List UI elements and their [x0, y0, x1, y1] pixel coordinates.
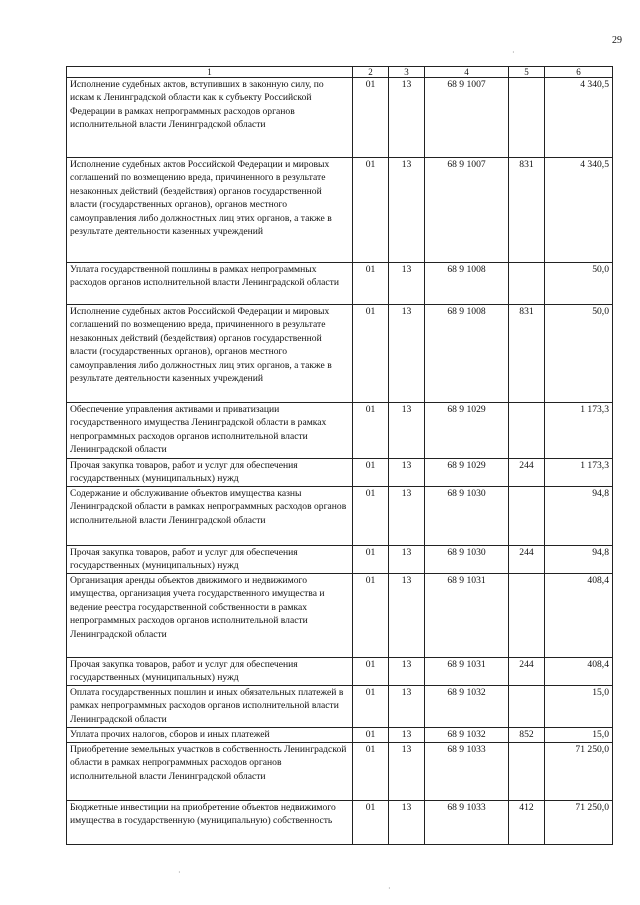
row-target-code: 68 9 1008 [425, 305, 509, 403]
row-expense-type: 244 [509, 546, 545, 574]
row-target-code: 68 9 1030 [425, 546, 509, 574]
row-expense-type [509, 686, 545, 728]
row-target-code: 68 9 1031 [425, 574, 509, 658]
table-row [67, 459, 613, 487]
row-subsection: 13 [389, 403, 425, 459]
row-amount: 15,0 [545, 728, 613, 743]
row-amount: 1 173,3 [545, 403, 613, 459]
table-row [67, 487, 613, 546]
row-subsection: 13 [389, 78, 425, 158]
row-subsection: 13 [389, 686, 425, 728]
header-cell: 1 [67, 67, 353, 78]
row-subsection: 13 [389, 574, 425, 658]
row-target-code: 68 9 1032 [425, 728, 509, 743]
row-target-code: 68 9 1008 [425, 263, 509, 305]
header-cell: 5 [509, 67, 545, 78]
row-section: 01 [353, 743, 389, 801]
row-section: 01 [353, 487, 389, 546]
row-expense-type [509, 574, 545, 658]
row-amount: 71 250,0 [545, 743, 613, 801]
row-section: 01 [353, 686, 389, 728]
header-cell: 6 [545, 67, 613, 78]
row-name: Прочая закупка товаров, работ и услуг для обеспечения государственных (муниципальных) нужд [67, 546, 353, 574]
row-subsection: 13 [389, 658, 425, 686]
row-target-code: 68 9 1032 [425, 686, 509, 728]
table-row [67, 743, 613, 801]
row-section: 01 [353, 459, 389, 487]
row-target-code: 68 9 1033 [425, 801, 509, 845]
row-expense-type: 831 [509, 305, 545, 403]
row-name: Прочая закупка товаров, работ и услуг для обеспечения государственных (муниципальных) нужд [67, 658, 353, 686]
header-row [67, 67, 613, 78]
row-expense-type [509, 743, 545, 801]
row-amount: 408,4 [545, 658, 613, 686]
row-name: Исполнение судебных актов Российской Федерации и мировых соглашений по возмещению вреда, причиненного в результате незаконных действий (бездействия) органов государственной власти (государственных органов), органов местного самоуправления либо должностных лиц этих органов, а также в результате деятельности казенных учреждений [67, 305, 353, 403]
row-name: Прочая закупка товаров, работ и услуг для обеспечения государственных (муниципальных) нужд [67, 459, 353, 487]
row-amount: 94,8 [545, 546, 613, 574]
header-cell: 4 [425, 67, 509, 78]
row-name: Приобретение земельных участков в собственность Ленинградской области в рамках непрограммных расходов органов исполнительной власти Ленинградской области [67, 743, 353, 801]
row-name: Оплата государственных пошлин и иных обязательных платежей в рамках непрограммных расходов органов исполнительной власти Ленинградской области [67, 686, 353, 728]
row-name: Уплата государственной пошлины в рамках непрограммных расходов органов исполнительной власти Ленинградской области [67, 263, 353, 305]
table-row [67, 728, 613, 743]
row-section: 01 [353, 728, 389, 743]
scan-speck: · [178, 868, 181, 877]
row-expense-type: 244 [509, 658, 545, 686]
table-row [67, 546, 613, 574]
table-row [67, 574, 613, 658]
row-amount: 408,4 [545, 574, 613, 658]
row-amount: 4 340,5 [545, 78, 613, 158]
row-name: Обеспечение управления активами и приватизации государственного имущества Ленинградской области в рамках непрограммных расходов органов исполнительной власти Ленинградской области [67, 403, 353, 459]
row-subsection: 13 [389, 305, 425, 403]
row-amount: 50,0 [545, 263, 613, 305]
header-cell: 3 [389, 67, 425, 78]
row-name: Содержание и обслуживание объектов имущества казны Ленинградской области в рамках непрограммных расходов органов исполнительной власти Ленинградской области [67, 487, 353, 546]
table-row [67, 801, 613, 845]
scan-speck: · [388, 884, 391, 893]
row-amount: 94,8 [545, 487, 613, 546]
row-target-code: 68 9 1029 [425, 403, 509, 459]
row-expense-type [509, 263, 545, 305]
table-row [67, 305, 613, 403]
row-section: 01 [353, 801, 389, 845]
row-name: Организация аренды объектов движимого и недвижимого имущества, организация учета государственного имущества и ведение реестра государственной собственности в рамках непрограммных расходов органов исполнительной власти Ленинградской области [67, 574, 353, 658]
row-subsection: 13 [389, 459, 425, 487]
row-subsection: 13 [389, 728, 425, 743]
row-amount: 50,0 [545, 305, 613, 403]
row-amount: 15,0 [545, 686, 613, 728]
row-expense-type [509, 487, 545, 546]
table-row [67, 686, 613, 728]
row-subsection: 13 [389, 546, 425, 574]
row-amount: 1 173,3 [545, 459, 613, 487]
row-subsection: 13 [389, 801, 425, 845]
row-section: 01 [353, 305, 389, 403]
row-target-code: 68 9 1007 [425, 158, 509, 263]
table-row [67, 658, 613, 686]
row-section: 01 [353, 546, 389, 574]
row-section: 01 [353, 78, 389, 158]
row-expense-type [509, 403, 545, 459]
row-amount: 4 340,5 [545, 158, 613, 263]
header-cell: 2 [353, 67, 389, 78]
row-expense-type: 244 [509, 459, 545, 487]
row-target-code: 68 9 1030 [425, 487, 509, 546]
row-section: 01 [353, 403, 389, 459]
row-target-code: 68 9 1029 [425, 459, 509, 487]
row-expense-type: 852 [509, 728, 545, 743]
table-row [67, 403, 613, 459]
row-target-code: 68 9 1031 [425, 658, 509, 686]
row-expense-type [509, 78, 545, 158]
budget-table [66, 66, 613, 845]
row-subsection: 13 [389, 263, 425, 305]
row-expense-type: 412 [509, 801, 545, 845]
scan-speck: · [512, 48, 515, 57]
row-expense-type: 831 [509, 158, 545, 263]
table-row [67, 78, 613, 158]
row-amount: 71 250,0 [545, 801, 613, 845]
row-section: 01 [353, 574, 389, 658]
row-subsection: 13 [389, 487, 425, 546]
row-subsection: 13 [389, 743, 425, 801]
page-number: 29 [612, 35, 622, 46]
row-target-code: 68 9 1007 [425, 78, 509, 158]
table-row [67, 263, 613, 305]
row-name: Исполнение судебных актов, вступивших в законную силу, по искам к Ленинградской области как к субъекту Российской Федерации в рамках непрограммных расходов органов исполнительной власти Ленинградской области [67, 78, 353, 158]
table-row [67, 158, 613, 263]
row-subsection: 13 [389, 158, 425, 263]
row-section: 01 [353, 158, 389, 263]
row-section: 01 [353, 263, 389, 305]
row-target-code: 68 9 1033 [425, 743, 509, 801]
row-section: 01 [353, 658, 389, 686]
row-name: Бюджетные инвестиции на приобретение объектов недвижимого имущества в государственную (муниципальную) собственность [67, 801, 353, 845]
row-name: Исполнение судебных актов Российской Федерации и мировых соглашений по возмещению вреда, причиненного в результате незаконных действий (бездействия) органов государственной власти (государственных органов), органов местного самоуправления либо должностных лиц этих органов, а также в результате деятельности казенных учреждений [67, 158, 353, 263]
row-name: Уплата прочих налогов, сборов и иных платежей [67, 728, 353, 743]
